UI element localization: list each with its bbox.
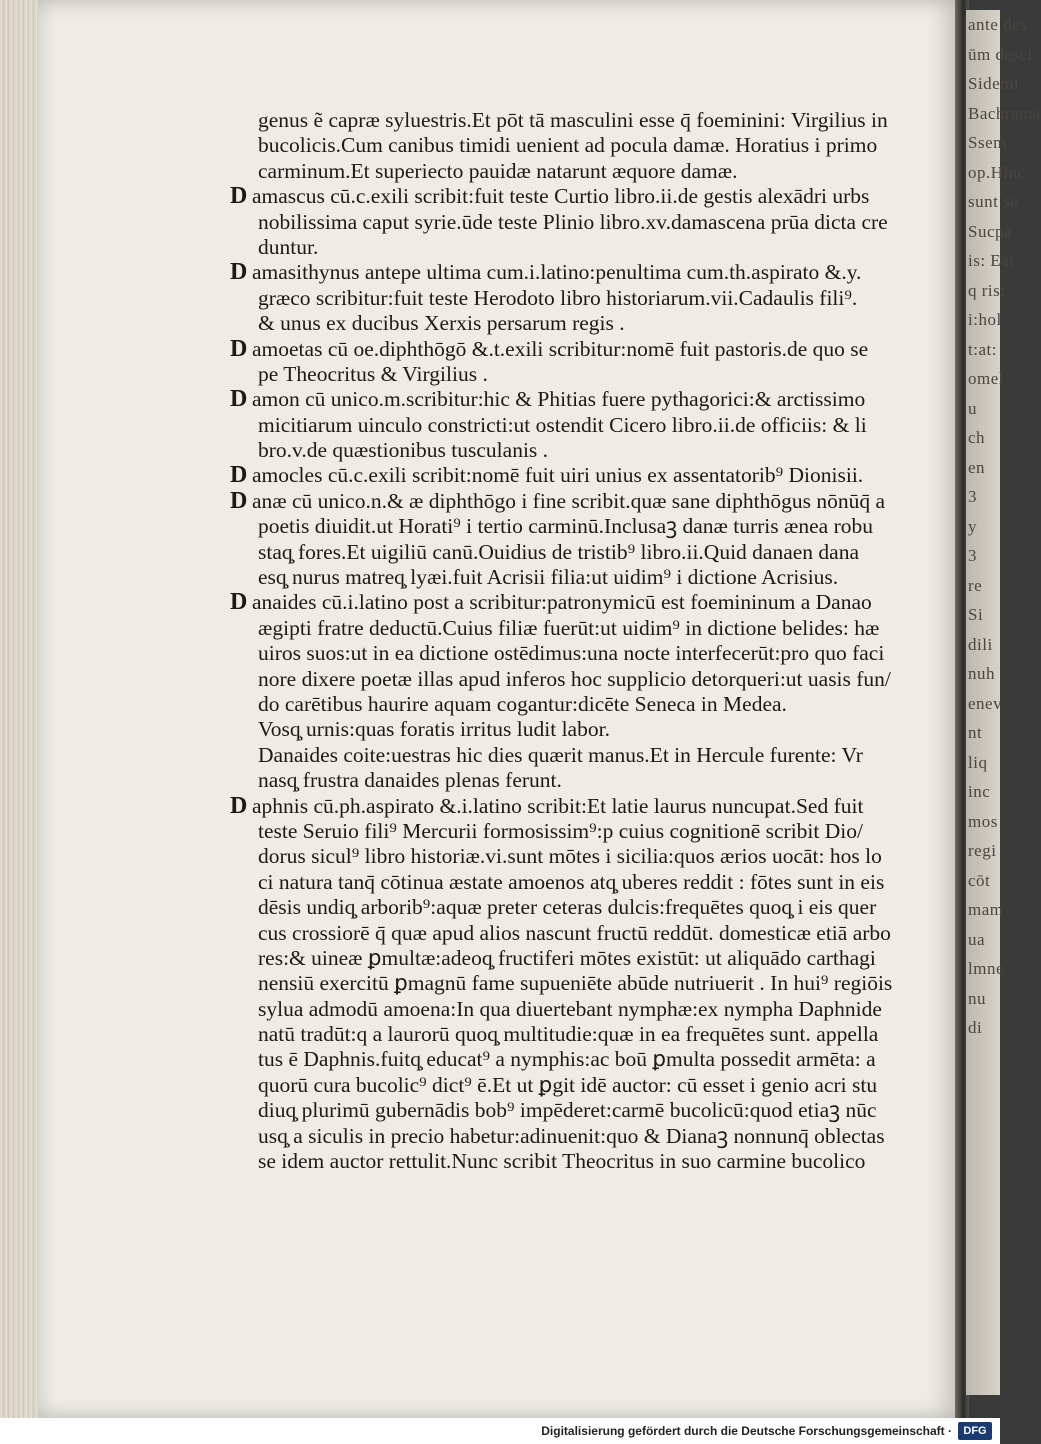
facing-fragment: mam: [968, 900, 1004, 919]
text-line: [230, 514, 910, 539]
line-text: diuq̧ plurimū gubernādis bob⁹ impēderet:carmē bucolicū:quod etiaꝫ nūc: [258, 1098, 877, 1123]
facing-fragment: Sucpa: [968, 221, 1013, 241]
line-text: ægipti fratre deductū.Cuius filiæ fuerūt:ut uidim⁹ in dictione belides: hæ: [258, 615, 880, 640]
line-text: græco scribitur:fuit teste Herodoto libro historiarum.vii.Cadaulis fili⁹.: [258, 285, 858, 310]
line-text: cus crossiorē q̄ quæ apud alios nascunt fructū reddūt. domesticæ etiā arbo: [258, 920, 891, 945]
facing-fragment: liq: [968, 752, 988, 772]
text-line: [230, 108, 910, 133]
entry-initial: D: [230, 335, 248, 362]
text-line: [230, 946, 910, 971]
page-text-block: [230, 108, 910, 1174]
text-line: [230, 692, 910, 717]
text-line: [230, 717, 910, 742]
facing-fragment: ch: [968, 428, 986, 447]
facing-fragment: y: [968, 516, 977, 536]
facing-fragment: enev: [968, 693, 1003, 713]
facing-fragment: mos: [968, 811, 998, 831]
line-text: poetis diuidit.ut Horati⁹ i tertio carminū.Inclusaꝫ danæ turris ænea robu: [258, 514, 873, 539]
line-text: amocles cū.c.exili scribit:nomē fuit uiri unius ex assentatorib⁹ Dionisii.: [252, 463, 864, 488]
line-text: tus ē Daphnis.fuitq̧ educat⁹ a nymphis:ac boū ꝑmulta possedit armēta: a: [258, 1047, 876, 1072]
entry-initial: D: [230, 589, 248, 616]
text-line: [230, 260, 910, 285]
text-line: [230, 1098, 910, 1123]
facing-fragment: cōt: [968, 870, 991, 890]
text-line: [230, 387, 910, 412]
footer-credit: Digitalisierung gefördert durch die Deutsche Forschungsgemeinschaft ·: [541, 1424, 952, 1438]
line-text: duntur.: [258, 234, 319, 259]
text-line: [230, 1073, 910, 1098]
book-page-edges: [0, 0, 40, 1444]
facing-fragment: nt: [968, 723, 983, 742]
line-text: usq̧ a siculis in precio habetur:adinuenit:quo & Dianaꝫ nonnunq̄ oblectas: [258, 1123, 885, 1148]
facing-fragment: i:hol: [968, 310, 1002, 329]
facing-fragment: Ssem: [968, 133, 1007, 152]
text-line: [230, 743, 910, 768]
text-line: [230, 895, 910, 920]
facing-fragment: q ris:: [968, 280, 1006, 300]
text-line: [230, 311, 910, 336]
facing-fragment: ua: [968, 929, 986, 949]
facing-fragment: op.Hinc: [968, 162, 1026, 182]
line-text: carminum.Et superiecto pauidæ natarunt æquore damæ.: [258, 158, 738, 183]
entry-initial: D: [230, 792, 248, 819]
text-line: [230, 438, 910, 463]
footer-bar: [0, 1418, 1000, 1444]
facing-fragment: lmne: [968, 959, 1004, 978]
line-text: teste Seruio fili⁹ Mercurii formosissim⁹:p cuius cognitionē scribit Dio/: [258, 818, 863, 843]
entry-initial: D: [230, 386, 248, 413]
facing-fragment: nu: [968, 988, 986, 1008]
facing-fragment: ūm desci: [968, 44, 1033, 64]
text-line: [230, 286, 910, 311]
text-line: [230, 997, 910, 1022]
line-text: se idem auctor rettulit.Nunc scribit Theocritus in suo carmine bucolico: [258, 1149, 866, 1174]
line-text: nensiū exercitū ꝑmagnū fame supueniēte abūde nutriuerit . In hui⁹ regiōis: [258, 971, 893, 996]
facing-fragment: ante des: [968, 15, 1028, 34]
text-line: [230, 210, 910, 235]
text-line: [230, 768, 910, 793]
line-text: dorus sicul⁹ libro historiæ.vi.sunt mōtes i sicilia:quos ærios uocāt: hos lo: [258, 844, 882, 869]
line-text: res:& uineæ ꝑmultæ:adeoq̧ fructiferi mōtes existūt: ut aliquādo carthagi: [258, 945, 876, 970]
line-text: sylua admodū amoena:In qua diuertebant nymphæ:ex nympha Daphnide: [258, 996, 882, 1021]
text-line: [230, 844, 910, 869]
text-line: [230, 489, 910, 514]
text-line: [230, 616, 910, 641]
entry-initial: D: [230, 462, 248, 489]
facing-fragment: Sidemi: [968, 74, 1020, 93]
line-text: nore dixere poetæ illas apud inferos hoc supplicio detorqueri:ut uasis fun/: [258, 666, 891, 691]
facing-fragment: 3: [968, 487, 977, 506]
line-text: amasithynus antepe ultima cum.i.latino:penultima cum.th.aspirato &.y.: [252, 260, 862, 285]
text-line: [230, 362, 910, 387]
text-line: [230, 1047, 910, 1072]
line-text: bucolicis.Cum canibus timidi uenient ad pocula damæ. Horatius i primo: [258, 133, 878, 158]
facing-fragment: Si: [968, 605, 984, 624]
line-text: ci natura tanq̄ cōtinua æstate amoenos atq̧ uberes reddit : fōtes sunt in eis: [258, 869, 885, 894]
line-text: nobilissima caput syrie.ūde teste Plinio libro.xv.damascena prūa dicta cre: [258, 209, 888, 234]
facing-fragment: t:at:: [968, 339, 997, 359]
line-text: & unus ex ducibus Xerxis persarum regis .: [258, 311, 625, 336]
line-text: amascus cū.c.exili scribit:fuit teste Curtio libro.ii.de gestis alexādri urbs: [252, 184, 870, 209]
line-text: quorū cura bucolic⁹ dict⁹ ē.Et ut ꝑgit idē auctor: cū esset i genio acri stu: [258, 1072, 878, 1097]
line-text: natū tradūt:q a laurorū quoq̧ multitudie:quæ in ea frequētes sunt. appella: [258, 1022, 879, 1047]
line-text: Vosq̧ urnis:quas foratis irritus ludit labor.: [258, 717, 610, 742]
facing-fragment: sunt se: [968, 192, 1019, 211]
line-text: amon cū unico.m.scribitur:hic & Phitias fuere pythagorici:& arctissimo: [252, 387, 866, 412]
line-text: anaides cū.i.latino post a scribitur:patronymicū est foemininum a Danao: [252, 590, 872, 615]
facing-fragment: is: Eat: [968, 251, 1015, 270]
line-text: staq̧ fores.Et uigiliū canū.Ouidius de tristib⁹ libro.ii.Quid danaen dana: [258, 539, 860, 564]
line-text: do carētibus haurire aquam cogantur:dicēte Seneca in Medea.: [258, 691, 787, 716]
facing-fragment: di: [968, 1018, 983, 1037]
facing-fragment: inc: [968, 782, 991, 801]
facing-fragment: en: [968, 457, 986, 477]
text-line: [230, 667, 910, 692]
line-text: genus ẽ capræ syluestris.Et pōt tā masculini esse q̄ foeminini: Virgilius in: [258, 108, 888, 132]
facing-fragment: dili: [968, 634, 993, 654]
text-line: [230, 540, 910, 565]
line-text: Danaides coite:uestras hic dies quærit manus.Et in Hercule furente: Vr: [258, 742, 863, 767]
entry-initial: D: [230, 183, 248, 210]
entry-initial: D: [230, 487, 248, 514]
line-text: uiros suos:ut in ea dictione ostēdimus:una nocte interfecerūt:pro quo faci: [258, 641, 885, 666]
text-line: [230, 337, 910, 362]
text-line: [230, 971, 910, 996]
line-text: esq̧ nurus matreq̧ lyæi.fuit Acrisii filia:ut uidim⁹ i dictione Acrisius.: [258, 565, 839, 590]
text-line: [230, 565, 910, 590]
text-line: [230, 1124, 910, 1149]
facing-fragment: Bachrama: [968, 103, 1041, 123]
line-text: micitiarum uinculo constricti:ut ostendit Cicero libro.ii.de officiis: & li: [258, 412, 867, 437]
line-text: aphnis cū.ph.aspirato &.i.latino scribit:Et latie laurus nuncupat.Sed fuit: [252, 793, 864, 818]
facing-fragment: regi: [968, 841, 997, 860]
line-text: anæ cū unico.n.& æ diphthōgo i fine scribit.quæ sane diphthōgus nōnūq̄ a: [252, 488, 885, 513]
text-line: [230, 235, 910, 260]
facing-fragment: 3: [968, 546, 977, 565]
text-line: [230, 794, 910, 819]
text-line: [230, 870, 910, 895]
facing-fragment: u: [968, 398, 977, 418]
text-line: [230, 413, 910, 438]
facing-page-fragment: [966, 10, 1041, 1395]
text-line: [230, 641, 910, 666]
text-line: [230, 159, 910, 184]
facing-fragment: nuh: [968, 664, 995, 683]
text-line: [230, 463, 910, 488]
facing-fragment: omel: [968, 369, 1004, 388]
facing-fragment: re: [968, 575, 983, 595]
line-text: dēsis undiq̧ arborib⁹:aquæ preter ceteras dulcis:frequētes quoq̧ i eis quer: [258, 895, 877, 920]
text-line: [230, 1149, 910, 1174]
line-text: pe Theocritus & Virgilius .: [258, 361, 488, 386]
text-line: [230, 819, 910, 844]
text-line: [230, 921, 910, 946]
text-line: [230, 1022, 910, 1047]
line-text: bro.v.de quæstionibus tusculanis .: [258, 438, 549, 463]
line-text: nasq̧ frustra danaides plenas ferunt.: [258, 768, 562, 793]
entry-initial: D: [230, 259, 248, 286]
dfg-logo: DFG: [958, 1422, 992, 1440]
text-line: [230, 590, 910, 615]
line-text: amoetas cū oe.diphthōgō &.t.exili scribitur:nomē fuit pastoris.de quo se: [252, 336, 869, 361]
text-line: [230, 184, 910, 209]
text-line: [230, 133, 910, 158]
